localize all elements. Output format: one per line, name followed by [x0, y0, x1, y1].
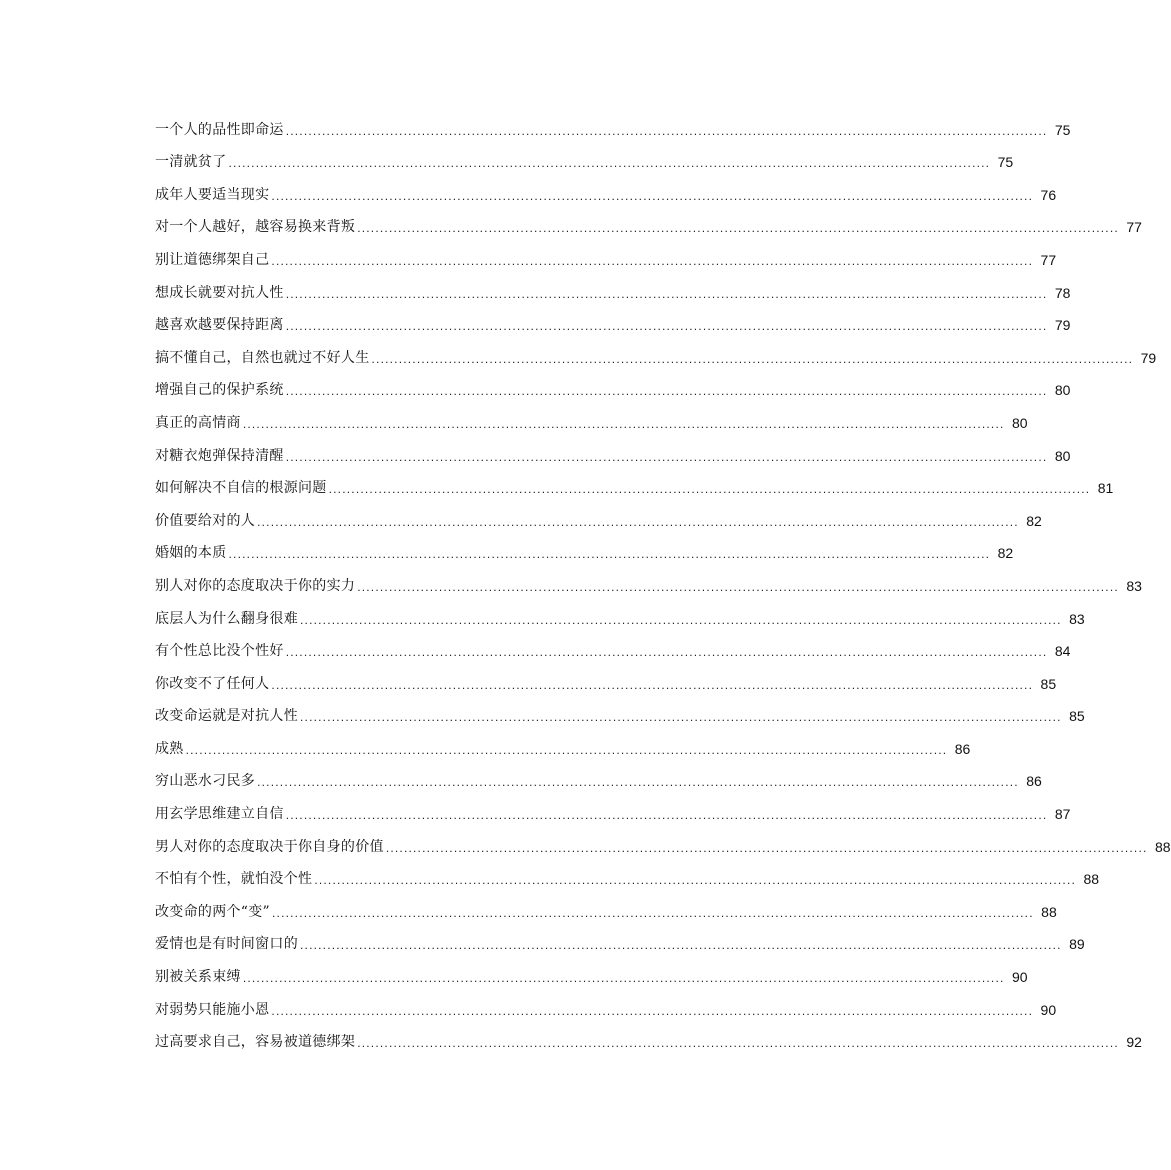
toc-dot-leader: ........................................................................................................................................................................: [271, 253, 1034, 268]
toc-dot-leader: ........................................................................................................................................................................: [285, 123, 1048, 138]
toc-entry[interactable]: [155, 626, 1071, 660]
toc-entry-title: 别让道德绑架自己: [155, 251, 270, 268]
toc-entry[interactable]: [155, 234, 1057, 268]
toc-entry[interactable]: [155, 886, 1057, 920]
toc-entry[interactable]: [155, 951, 1028, 986]
toc-entry[interactable]: [155, 723, 971, 757]
toc-entry[interactable]: [155, 169, 1057, 203]
toc-dot-leader: ........................................................................................................................................................................: [300, 938, 1062, 953]
toc-entry-title: 用玄学思维建立自信: [155, 806, 284, 823]
toc-entry-title: 一清就贫了: [155, 154, 227, 171]
toc-dot-leader: ........................................................................................................................................................................: [285, 319, 1048, 334]
toc-dot-leader: ........................................................................................................................................................................: [242, 416, 1005, 431]
toc-entry[interactable]: [155, 821, 1171, 855]
toc-dot-leader: ........................................................................................................................................................................: [271, 1003, 1034, 1018]
toc-entry-page-number: 85: [1040, 675, 1057, 692]
toc-entry[interactable]: [155, 658, 1057, 692]
toc-entry[interactable]: [155, 756, 1042, 790]
toc-entry-page-number: 78: [1054, 284, 1071, 301]
toc-entry-page-number: 84: [1054, 643, 1071, 660]
toc-entry-title: 爱情也是有时间窗口的: [155, 936, 298, 953]
toc-entry-page-number: 75: [997, 154, 1014, 171]
toc-dot-leader: ........................................................................................................................................................................: [257, 514, 1019, 529]
toc-entry-title: 穷山恶水刁民多: [155, 773, 256, 790]
toc-entry-title: 过高要求自己，容易被道德绑架: [155, 1034, 356, 1051]
toc-dot-leader: ........................................................................................................................................................................: [185, 742, 948, 757]
toc-entry-title: 别被关系束缚: [155, 969, 241, 986]
toc-entry[interactable]: [155, 300, 1071, 334]
toc-entry[interactable]: [155, 560, 1142, 594]
toc-entry-page-number: 77: [1040, 251, 1057, 268]
toc-entry-title: 改变命的两个“变”: [155, 903, 271, 920]
toc-entry-title: 对糖衣炮弹保持清醒: [155, 447, 284, 464]
toc-dot-leader: ........................................................................................................................................................................: [357, 1036, 1119, 1051]
toc-entry-page-number: 90: [1040, 1001, 1057, 1018]
toc-dot-leader: ........................................................................................................................................................................: [242, 971, 1005, 986]
toc-entry[interactable]: [155, 919, 1085, 953]
toc-dot-leader: ........................................................................................................................................................................: [300, 710, 1062, 725]
toc-entry-page-number: 82: [1026, 512, 1042, 529]
toc-entry-title: 想成长就要对抗人性: [155, 284, 284, 301]
toc-entry[interactable]: [155, 430, 1071, 464]
toc-entry[interactable]: [155, 202, 1142, 236]
toc-dot-leader: ........................................................................................................................................................................: [285, 286, 1048, 301]
toc-entry-page-number: 90: [1011, 969, 1028, 986]
toc-entry[interactable]: [155, 495, 1042, 529]
toc-entry-title: 成熟: [155, 740, 184, 757]
toc-entry-title: 一个人的品性即命运: [155, 121, 284, 138]
toc-dot-leader: ........................................................................................................................................................................: [314, 873, 1077, 888]
toc-dot-leader: ........................................................................................................................................................................: [328, 482, 1091, 497]
toc-entry[interactable]: [155, 332, 1157, 366]
toc-entry-page-number: 80: [1054, 382, 1071, 399]
toc-entry-title: 不怕有个性，就怕没个性: [155, 871, 313, 888]
toc-entry-page-number: 83: [1069, 610, 1085, 627]
table-of-contents: [155, 104, 1171, 1051]
toc-entry-page-number: 86: [954, 740, 971, 757]
toc-entry-page-number: 86: [1026, 773, 1042, 790]
toc-dot-leader: ........................................................................................................................................................................: [228, 547, 991, 562]
toc-dot-leader: ........................................................................................................................................................................: [285, 384, 1048, 399]
toc-entry-title: 增强自己的保护系统: [155, 382, 284, 399]
toc-dot-leader: ........................................................................................................................................................................: [285, 808, 1048, 823]
toc-entry-page-number: 79: [1054, 317, 1071, 334]
toc-entry-page-number: 79: [1140, 349, 1157, 366]
toc-entry-page-number: 88: [1083, 871, 1100, 888]
toc-entry[interactable]: [155, 137, 1014, 171]
toc-entry-title: 婚姻的本质: [155, 545, 227, 562]
toc-entry-title: 你改变不了任何人: [155, 675, 270, 692]
toc-entry-page-number: 92: [1126, 1034, 1142, 1051]
toc-dot-leader: ........................................................................................................................................................................: [228, 156, 991, 171]
toc-dot-leader: ........................................................................................................................................................................: [300, 612, 1062, 627]
toc-entry-title: 价值要给对的人: [155, 512, 256, 529]
toc-entry-page-number: 83: [1126, 577, 1142, 594]
toc-entry-title: 男人对你的态度取决于你自身的价值: [155, 838, 384, 855]
toc-entry-page-number: 88: [1154, 838, 1171, 855]
toc-entry[interactable]: [155, 267, 1071, 301]
toc-dot-leader: ........................................................................................................................................................................: [357, 579, 1119, 594]
toc-dot-leader: ........................................................................................................................................................................: [285, 449, 1048, 464]
toc-entry-page-number: 82: [997, 545, 1014, 562]
toc-entry-page-number: 75: [1054, 121, 1071, 138]
toc-entry-page-number: 85: [1069, 708, 1085, 725]
toc-entry-title: 对一个人越好，越容易换来背叛: [155, 219, 356, 236]
toc-entry[interactable]: [155, 854, 1100, 888]
toc-entry[interactable]: [155, 1017, 1142, 1051]
toc-entry[interactable]: [155, 593, 1085, 627]
toc-entry-title: 如何解决不自信的根源问题: [155, 480, 327, 497]
toc-entry[interactable]: [155, 788, 1071, 823]
toc-entry-page-number: 80: [1011, 414, 1028, 431]
toc-entry-page-number: 76: [1040, 186, 1057, 203]
toc-entry-page-number: 77: [1126, 219, 1142, 236]
toc-entry-page-number: 80: [1054, 447, 1071, 464]
toc-dot-leader: ........................................................................................................................................................................: [385, 840, 1148, 855]
toc-entry-title: 改变命运就是对抗人性: [155, 708, 298, 725]
toc-dot-leader: ........................................................................................................................................................................: [285, 645, 1048, 660]
toc-entry-page-number: 87: [1054, 806, 1071, 823]
toc-dot-leader: ........................................................................................................................................................................: [357, 221, 1119, 236]
toc-entry-title: 对弱势只能施小恩: [155, 1001, 270, 1018]
toc-entry[interactable]: [155, 463, 1114, 497]
toc-entry-title: 搞不懂自己，自然也就过不好人生: [155, 349, 370, 366]
toc-entry-page-number: 88: [1041, 903, 1057, 920]
toc-entry[interactable]: [155, 397, 1028, 431]
toc-entry[interactable]: [155, 984, 1057, 1018]
toc-entry-title: 真正的高情商: [155, 414, 241, 431]
toc-entry[interactable]: [155, 365, 1071, 399]
toc-entry-title: 别人对你的态度取决于你的实力: [155, 577, 356, 594]
toc-dot-leader: ........................................................................................................................................................................: [257, 775, 1019, 790]
toc-entry[interactable]: [155, 691, 1085, 725]
toc-entry[interactable]: [155, 104, 1071, 138]
toc-dot-leader: ........................................................................................................................................................................: [371, 351, 1134, 366]
toc-dot-leader: ........................................................................................................................................................................: [272, 905, 1034, 920]
toc-dot-leader: ........................................................................................................................................................................: [271, 188, 1034, 203]
toc-entry-page-number: 89: [1069, 936, 1085, 953]
toc-entry-title: 越喜欢越要保持距离: [155, 317, 284, 334]
toc-dot-leader: ........................................................................................................................................................................: [271, 677, 1034, 692]
toc-entry[interactable]: [155, 528, 1014, 562]
toc-entry-title: 有个性总比没个性好: [155, 643, 284, 660]
toc-entry-title: 底层人为什么翻身很难: [155, 610, 298, 627]
toc-entry-page-number: 81: [1097, 480, 1114, 497]
toc-entry-title: 成年人要适当现实: [155, 186, 270, 203]
